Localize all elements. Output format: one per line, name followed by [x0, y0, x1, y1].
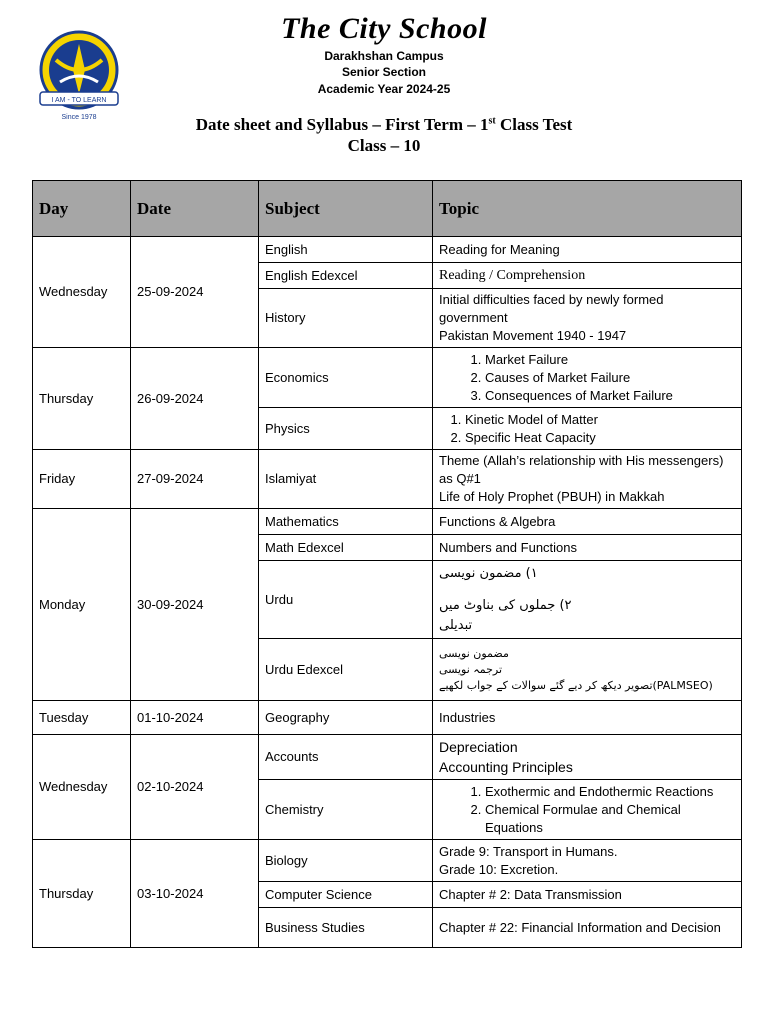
list-item: 1. Exothermic and Endothermic Reactions: [485, 783, 735, 801]
topic-line: Pakistan Movement 1940 - 1947: [439, 328, 627, 343]
list-item: 1. Kinetic Model of Matter: [465, 411, 735, 429]
list-item: 3. Consequences of Market Failure: [485, 387, 735, 405]
subject-cell: Computer Science: [259, 882, 433, 908]
table-row: [33, 450, 742, 509]
day-cell: Monday: [33, 509, 131, 701]
list-item: 2. Chemical Formulae and Chemical Equations: [485, 801, 735, 837]
topic-cell: Numbers and Functions: [433, 535, 742, 561]
topic-list: [439, 783, 735, 837]
column-header-date: Date: [131, 181, 259, 237]
table-row: [33, 735, 742, 780]
subject-cell: Islamiyat: [259, 450, 433, 509]
topic-cell: [433, 780, 742, 840]
column-header-topic: Topic: [433, 181, 742, 237]
topic-line: ۲) جملوں کی بناوٹ میں: [439, 597, 572, 613]
day-cell: Wednesday: [33, 735, 131, 840]
logo-since-text: Since 1978: [61, 114, 97, 121]
list-item: 2. Causes of Market Failure: [485, 369, 735, 387]
subject-cell: English Edexcel: [259, 263, 433, 289]
topic-cell: [433, 561, 742, 639]
subject-cell: Geography: [259, 701, 433, 735]
date-cell: 27-09-2024: [131, 450, 259, 509]
date-cell: 26-09-2024: [131, 348, 259, 450]
topic-line: ترجمہ نویسی: [439, 662, 503, 676]
topic-line: Initial difficulties faced by newly formed government: [439, 292, 664, 325]
subject-cell: Mathematics: [259, 509, 433, 535]
column-header-subject: Subject: [259, 181, 433, 237]
section-name: Senior Section: [341, 65, 427, 79]
subject-cell: Physics: [259, 408, 433, 450]
title-suffix: Class Test: [495, 115, 573, 134]
topic-line: Grade 9: Transport in Humans.: [439, 843, 618, 859]
date-cell: 03-10-2024: [131, 840, 259, 948]
table-header-row: [33, 181, 742, 237]
topic-line: Theme (Allah’s relationship with His messengers) as Q#1: [439, 453, 724, 486]
topic-cell: Reading for Meaning: [433, 237, 742, 263]
topic-cell: [433, 735, 742, 780]
topic-line: تبدیلی: [439, 617, 473, 633]
topic-list: [439, 351, 735, 405]
campus-name: Darakhshan Campus: [324, 49, 444, 63]
list-item: 1. Market Failure: [485, 351, 735, 369]
topic-list: [439, 411, 735, 447]
topic-cell: Reading / Comprehension: [433, 263, 742, 289]
topic-cell: Industries: [433, 701, 742, 735]
subject-cell: Chemistry: [259, 780, 433, 840]
day-cell: Thursday: [33, 348, 131, 450]
topic-cell: Chapter # 22: Financial Information and Decision: [433, 908, 742, 948]
document-title: [0, 115, 768, 135]
date-sheet-table: [32, 180, 742, 948]
day-cell: Friday: [33, 450, 131, 509]
subject-cell: Economics: [259, 348, 433, 408]
topic-cell: Functions & Algebra: [433, 509, 742, 535]
title-sup: st: [488, 115, 496, 127]
table-row: [33, 840, 742, 882]
day-cell: Tuesday: [33, 701, 131, 735]
topic-cell: [433, 289, 742, 348]
subject-cell: Urdu: [259, 561, 433, 639]
topic-cell: [433, 408, 742, 450]
subject-cell: History: [259, 289, 433, 348]
list-item: 2. Specific Heat Capacity: [465, 429, 735, 447]
topic-line: Life of Holy Prophet (PBUH) in Makkah: [439, 489, 665, 504]
academic-year: Academic Year 2024-25: [317, 82, 451, 96]
day-cell: Wednesday: [33, 237, 131, 348]
date-cell: 02-10-2024: [131, 735, 259, 840]
class-label: Class – 10: [347, 136, 421, 155]
subject-cell: Business Studies: [259, 908, 433, 948]
date-cell: 25-09-2024: [131, 237, 259, 348]
subject-cell: Biology: [259, 840, 433, 882]
topic-cell: [433, 450, 742, 509]
subject-cell: Math Edexcel: [259, 535, 433, 561]
topic-line: تصویر دیکھ کر دیے گئے سوالات کے جواب لکھیے(PALMSEO): [439, 678, 713, 692]
topic-line: Accounting Principles: [439, 759, 573, 775]
subject-cell: Accounts: [259, 735, 433, 780]
day-cell: Thursday: [33, 840, 131, 948]
title-prefix: Date sheet and Syllabus – First Term – 1: [195, 115, 489, 134]
table-row: [33, 348, 742, 408]
subject-cell: Urdu Edexcel: [259, 639, 433, 701]
topic-line: Grade 10: Excretion.: [439, 861, 559, 877]
subject-cell: English: [259, 237, 433, 263]
table-row: [33, 237, 742, 263]
date-cell: 30-09-2024: [131, 509, 259, 701]
date-cell: 01-10-2024: [131, 701, 259, 735]
topic-cell: [433, 840, 742, 882]
topic-line: Depreciation: [439, 739, 518, 755]
topic-line: ۱) مضمون نویسی: [439, 565, 538, 581]
topic-cell: [433, 639, 742, 701]
column-header-day: Day: [33, 181, 131, 237]
table-row: [33, 701, 742, 735]
topic-line: مضمون نویسی: [439, 646, 509, 660]
topic-cell: Chapter # 2: Data Transmission: [433, 882, 742, 908]
school-name: The City School: [281, 12, 487, 45]
logo-ribbon-text: I AM - TO LEARN: [51, 97, 107, 104]
topic-cell: [433, 348, 742, 408]
table-row: [33, 509, 742, 535]
